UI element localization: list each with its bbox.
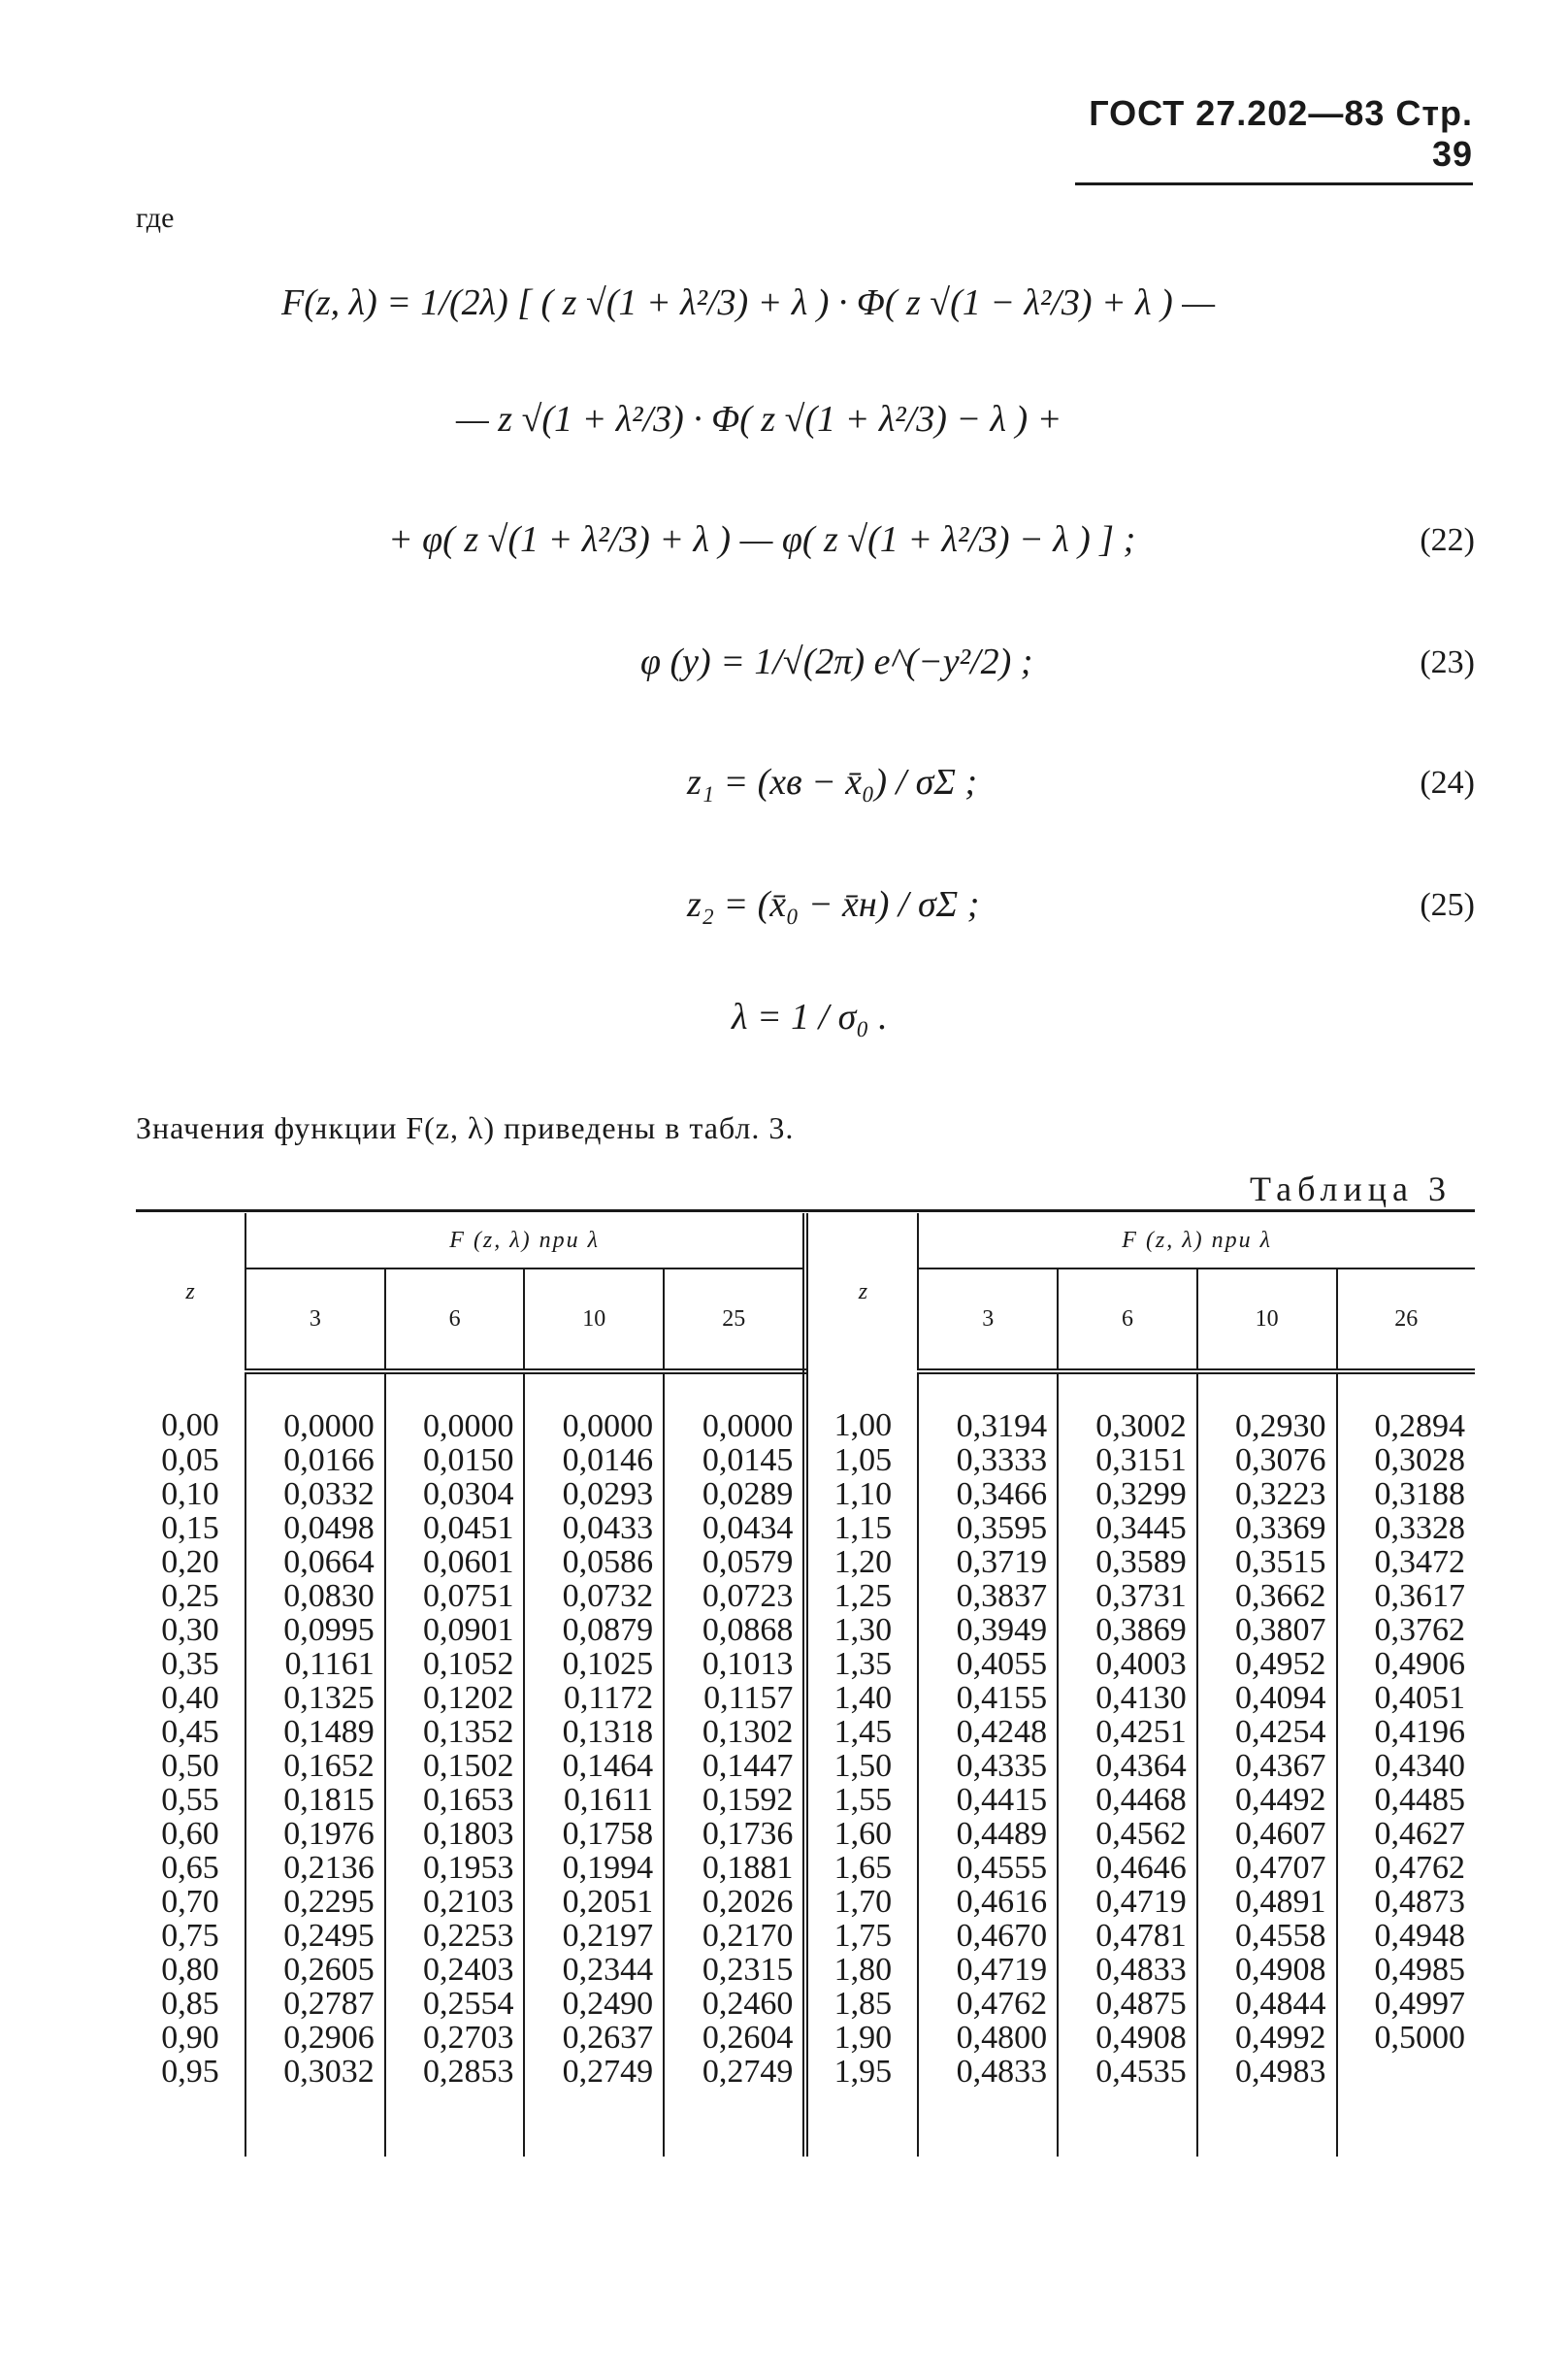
intro-text: Значения функции F(z, λ) приведены в табл. 3. <box>136 1110 795 1145</box>
f-value-cell: 0,0150 <box>385 1443 525 1477</box>
formula-lambda: λ = 1 / σ₀ . <box>732 997 888 1038</box>
f-value-cell: 0,1653 <box>385 1783 525 1817</box>
f-value-cell: 0,0879 <box>524 1613 664 1647</box>
f-value-cell: 0,3223 <box>1197 1477 1337 1511</box>
table-body <box>136 1371 1475 2157</box>
f-value-cell: 0,3662 <box>1197 1579 1337 1613</box>
table-row <box>136 1783 1475 1817</box>
f-value-cell: 0,3076 <box>1197 1443 1337 1477</box>
f-value-cell: 0,1161 <box>245 1647 385 1681</box>
z-value-cell: 0,60 <box>136 1817 245 1851</box>
f-value-cell: 0,4997 <box>1374 1986 1465 2022</box>
f-value-cell: 0,4335 <box>918 1749 1058 1783</box>
f-value-cell: 0,4983 <box>1197 2055 1337 2157</box>
page-header: ГОСТ 27.202—83 Стр. 39 <box>1075 93 1473 185</box>
f-value-cell: 0,0000 <box>245 1371 385 1443</box>
f-value-cell <box>1337 2055 1475 2157</box>
f-value-cell: 0,4055 <box>918 1647 1058 1681</box>
f-value-cell: 0,1815 <box>245 1783 385 1817</box>
f-value-cell: 0,2460 <box>664 1987 805 2021</box>
f-value-cell: 0,4616 <box>918 1885 1058 1919</box>
equation-number-24: (24) <box>1420 765 1475 801</box>
lambda-header: 26 <box>1337 1268 1475 1371</box>
z-value-cell: 0,15 <box>136 1511 245 1545</box>
f-value-cell: 0,3002 <box>1058 1371 1197 1443</box>
f-value-cell: 0,2749 <box>664 2055 805 2157</box>
f-value-cell: 0,3719 <box>918 1545 1058 1579</box>
z-value-cell: 0,50 <box>136 1749 245 1783</box>
f-value-cell: 0,4646 <box>1058 1851 1197 1885</box>
f-value-cell: 0,2703 <box>385 2021 525 2055</box>
f-value-cell: 0,0579 <box>664 1545 805 1579</box>
f-value-cell: 0,0830 <box>245 1579 385 1613</box>
f-value-cell: 0,0664 <box>245 1545 385 1579</box>
formula-block <box>0 262 1568 1077</box>
formula-22-line-2: — z √(1 + λ²/3) · Φ( z √(1 + λ²/3) − λ ) + <box>456 399 1062 440</box>
table-row <box>136 1749 1475 1783</box>
f-value-cell: 0,4196 <box>1374 1714 1465 1750</box>
f-value-cell: 0,5000 <box>1374 2020 1465 2056</box>
f-value-cell: 0,2604 <box>664 2021 805 2055</box>
table-row <box>136 1579 1475 1613</box>
f-value-cell: 0,4762 <box>918 1987 1058 2021</box>
f-value-cell: 0,4781 <box>1058 1919 1197 1953</box>
z-value-cell: 0,10 <box>136 1477 245 1511</box>
z-value-cell: 0,35 <box>136 1647 245 1681</box>
f-value-cell: 0,2605 <box>245 1953 385 1987</box>
f-value-cell: 0,4155 <box>918 1681 1058 1715</box>
f-value-cell: 0,3333 <box>918 1443 1058 1477</box>
z-value-cell: 1,30 <box>805 1613 918 1647</box>
z-value-cell: 0,75 <box>136 1919 245 1953</box>
f-value-cell: 0,4489 <box>918 1817 1058 1851</box>
f-value-cell: 0,1318 <box>524 1715 664 1749</box>
f-value-cell: 0,0145 <box>664 1443 805 1477</box>
f-value-cell: 0,4833 <box>918 2055 1058 2157</box>
z-value-cell: 1,00 <box>805 1371 918 1443</box>
z-value-cell: 1,85 <box>805 1987 918 2021</box>
z-value-cell: 1,10 <box>805 1477 918 1511</box>
f-value-cell: 0,3869 <box>1058 1613 1197 1647</box>
f-value-cell: 0,4051 <box>1374 1680 1465 1716</box>
table-row <box>136 1817 1475 1851</box>
table-row <box>136 1953 1475 1987</box>
table-row <box>136 1443 1475 1477</box>
lambda-header: 3 <box>918 1268 1058 1371</box>
f-value-cell: 0,4719 <box>918 1953 1058 1987</box>
f-value-cell: 0,3762 <box>1374 1612 1465 1648</box>
f-value-cell: 0,0433 <box>524 1511 664 1545</box>
table-row <box>136 1613 1475 1647</box>
f-value-cell: 0,0498 <box>245 1511 385 1545</box>
group-header-left: F (z, λ) при λ <box>245 1213 805 1268</box>
table-title: Таблица 3 <box>1250 1170 1452 1208</box>
z-value-cell: 1,80 <box>805 1953 918 1987</box>
lambda-header: 25 <box>664 1268 805 1371</box>
f-value-cell: 0,4254 <box>1197 1715 1337 1749</box>
table-row <box>136 1919 1475 1953</box>
f-value-cell: 0,4948 <box>1374 1918 1465 1954</box>
f-value-cell: 0,2787 <box>245 1987 385 2021</box>
f-value-cell: 0,1976 <box>245 1817 385 1851</box>
f-value-cell: 0,2136 <box>245 1851 385 1885</box>
z-value-cell: 0,45 <box>136 1715 245 1749</box>
f-value-cell: 0,2344 <box>524 1953 664 1987</box>
z-column-header-left: z <box>136 1213 245 1371</box>
f-value-cell: 0,2637 <box>524 2021 664 2055</box>
f-value-cell: 0,3032 <box>245 2055 385 2157</box>
f-value-cell: 0,0601 <box>385 1545 525 1579</box>
f-value-cell: 0,2026 <box>664 1885 805 1919</box>
f-value-cell: 0,0995 <box>245 1613 385 1647</box>
f-value-cell: 0,4558 <box>1197 1919 1337 1953</box>
f-value-cell: 0,1157 <box>664 1681 805 1715</box>
f-value-cell: 0,0451 <box>385 1511 525 1545</box>
f-value-cell: 0,1489 <box>245 1715 385 1749</box>
f-value-cell: 0,3807 <box>1197 1613 1337 1647</box>
f-value-cell: 0,4607 <box>1197 1817 1337 1851</box>
z-value-cell: 1,75 <box>805 1919 918 1953</box>
table-top-rule <box>136 1209 1475 1212</box>
f-value-cell: 0,2197 <box>524 1919 664 1953</box>
f-value-cell: 0,0146 <box>524 1443 664 1477</box>
lambda-header: 6 <box>385 1268 525 1371</box>
z-value-cell: 0,80 <box>136 1953 245 1987</box>
z-value-cell: 1,60 <box>805 1817 918 1851</box>
formula-23: φ (y) = 1/√(2π) e^(−y²/2) ; <box>640 642 1033 682</box>
f-value-cell: 0,1025 <box>524 1647 664 1681</box>
function-values-table <box>136 1213 1475 2157</box>
f-value-cell: 0,0000 <box>524 1371 664 1443</box>
z-value-cell: 1,05 <box>805 1443 918 1477</box>
f-value-cell: 0,3194 <box>918 1371 1058 1443</box>
f-value-cell: 0,4908 <box>1058 2021 1197 2055</box>
z-value-cell: 0,40 <box>136 1681 245 1715</box>
z-value-cell: 0,20 <box>136 1545 245 1579</box>
f-value-cell: 0,3151 <box>1058 1443 1197 1477</box>
f-value-cell: 0,4707 <box>1197 1851 1337 1885</box>
f-value-cell: 0,4670 <box>918 1919 1058 1953</box>
f-value-cell: 0,3837 <box>918 1579 1058 1613</box>
formula-22-line-1: F(z, λ) = 1/(2λ) [ ( z √(1 + λ²/3) + λ ) · Φ( z √(1 − λ²/3) + λ ) — <box>281 282 1216 323</box>
f-value-cell: 0,4094 <box>1197 1681 1337 1715</box>
f-value-cell: 0,1611 <box>524 1783 664 1817</box>
z-value-cell: 0,70 <box>136 1885 245 1919</box>
f-value-cell: 0,4251 <box>1058 1715 1197 1749</box>
z-value-cell: 0,65 <box>136 1851 245 1885</box>
f-value-cell: 0,2170 <box>664 1919 805 1953</box>
f-value-cell: 0,4485 <box>1374 1782 1465 1818</box>
f-value-cell: 0,4906 <box>1374 1646 1465 1682</box>
f-value-cell: 0,2051 <box>524 1885 664 1919</box>
f-value-cell: 0,4364 <box>1058 1749 1197 1783</box>
f-value-cell: 0,1302 <box>664 1715 805 1749</box>
f-value-cell: 0,1803 <box>385 1817 525 1851</box>
f-value-cell: 0,0732 <box>524 1579 664 1613</box>
f-value-cell: 0,0751 <box>385 1579 525 1613</box>
f-value-cell: 0,4535 <box>1058 2055 1197 2157</box>
f-value-cell: 0,4562 <box>1058 1817 1197 1851</box>
f-value-cell: 0,3731 <box>1058 1579 1197 1613</box>
z-value-cell: 1,90 <box>805 2021 918 2055</box>
z-value-cell: 0,05 <box>136 1443 245 1477</box>
z-value-cell: 0,00 <box>136 1371 245 1443</box>
f-value-cell: 0,4492 <box>1197 1783 1337 1817</box>
f-value-cell: 0,2495 <box>245 1919 385 1953</box>
f-value-cell: 0,0901 <box>385 1613 525 1647</box>
z-value-cell: 0,90 <box>136 2021 245 2055</box>
f-value-cell: 0,4762 <box>1374 1850 1465 1886</box>
f-value-cell: 0,2403 <box>385 1953 525 1987</box>
formula-25: z₂ = (x̄₀ − x̄н) / σΣ ; <box>687 884 980 925</box>
formula-22-line-3: + φ( z √(1 + λ²/3) + λ ) — φ( z √(1 + λ²/3) − λ ) ] ; <box>388 519 1136 560</box>
group-header-right: F (z, λ) при λ <box>918 1213 1475 1268</box>
table-row <box>136 1885 1475 1919</box>
table-row <box>136 1545 1475 1579</box>
lambda-header: 10 <box>1197 1268 1337 1371</box>
f-value-cell: 0,3369 <box>1197 1511 1337 1545</box>
z-value-cell: 1,95 <box>805 2055 918 2157</box>
f-value-cell: 0,4340 <box>1374 1748 1465 1784</box>
z-value-cell: 1,35 <box>805 1647 918 1681</box>
f-value-cell: 0,3299 <box>1058 1477 1197 1511</box>
z-value-cell: 1,50 <box>805 1749 918 1783</box>
f-value-cell: 0,4719 <box>1058 1885 1197 1919</box>
f-value-cell: 0,2253 <box>385 1919 525 1953</box>
f-value-cell: 0,1953 <box>385 1851 525 1885</box>
f-value-cell: 0,2906 <box>245 2021 385 2055</box>
where-label: где <box>136 202 175 234</box>
f-value-cell: 0,1736 <box>664 1817 805 1851</box>
f-value-cell: 0,4415 <box>918 1783 1058 1817</box>
f-value-cell: 0,3328 <box>1374 1510 1465 1546</box>
z-value-cell: 1,15 <box>805 1511 918 1545</box>
f-value-cell: 0,1352 <box>385 1715 525 1749</box>
f-value-cell: 0,4003 <box>1058 1647 1197 1681</box>
z-value-cell: 0,30 <box>136 1613 245 1647</box>
formula-24: z₁ = (xв − x̄₀) / σΣ ; <box>687 762 978 803</box>
f-value-cell: 0,4985 <box>1374 1952 1465 1988</box>
table-row <box>136 1477 1475 1511</box>
f-value-cell: 0,2894 <box>1374 1408 1465 1444</box>
f-value-cell: 0,0434 <box>664 1511 805 1545</box>
f-value-cell: 0,3949 <box>918 1613 1058 1647</box>
z-value-cell: 1,55 <box>805 1783 918 1817</box>
f-value-cell: 0,1502 <box>385 1749 525 1783</box>
f-value-cell: 0,1994 <box>524 1851 664 1885</box>
f-value-cell: 0,4873 <box>1374 1884 1465 1920</box>
z-value-cell: 1,40 <box>805 1681 918 1715</box>
table-row <box>136 2055 1475 2157</box>
z-column-header-right: z <box>805 1213 918 1371</box>
z-value-cell: 1,65 <box>805 1851 918 1885</box>
table-row <box>136 1511 1475 1545</box>
f-value-cell: 0,0289 <box>664 1477 805 1511</box>
table-row <box>136 1851 1475 1885</box>
f-value-cell: 0,1325 <box>245 1681 385 1715</box>
lambda-header: 10 <box>524 1268 664 1371</box>
f-value-cell: 0,0304 <box>385 1477 525 1511</box>
f-value-cell: 0,4800 <box>918 2021 1058 2055</box>
f-value-cell: 0,3515 <box>1197 1545 1337 1579</box>
f-value-cell: 0,1881 <box>664 1851 805 1885</box>
f-value-cell: 0,4908 <box>1197 1953 1337 1987</box>
f-value-cell: 0,1013 <box>664 1647 805 1681</box>
f-value-cell: 0,2315 <box>664 1953 805 1987</box>
f-value-cell: 0,4952 <box>1197 1647 1337 1681</box>
f-value-cell: 0,4844 <box>1197 1987 1337 2021</box>
f-value-cell: 0,3589 <box>1058 1545 1197 1579</box>
table-row <box>136 2021 1475 2055</box>
z-value-cell: 0,85 <box>136 1987 245 2021</box>
f-value-cell: 0,1652 <box>245 1749 385 1783</box>
f-value-cell: 0,0586 <box>524 1545 664 1579</box>
f-value-cell: 0,4992 <box>1197 2021 1337 2055</box>
z-value-cell: 1,70 <box>805 1885 918 1919</box>
f-value-cell: 0,0000 <box>385 1371 525 1443</box>
f-value-cell: 0,4891 <box>1197 1885 1337 1919</box>
z-value-cell: 1,25 <box>805 1579 918 1613</box>
z-value-cell: 1,45 <box>805 1715 918 1749</box>
f-value-cell: 0,2930 <box>1197 1371 1337 1443</box>
f-value-cell: 0,2554 <box>385 1987 525 2021</box>
lambda-header: 6 <box>1058 1268 1197 1371</box>
f-value-cell: 0,2103 <box>385 1885 525 1919</box>
f-value-cell: 0,3617 <box>1374 1578 1465 1614</box>
f-value-cell: 0,2853 <box>385 2055 525 2157</box>
f-value-cell: 0,1592 <box>664 1783 805 1817</box>
f-value-cell: 0,0293 <box>524 1477 664 1511</box>
lambda-header: 3 <box>245 1268 385 1371</box>
f-value-cell: 0,3445 <box>1058 1511 1197 1545</box>
table-row <box>136 1371 1475 1443</box>
f-value-cell: 0,3028 <box>1374 1442 1465 1478</box>
table-row <box>136 1681 1475 1715</box>
equation-number-25: (25) <box>1420 887 1475 923</box>
f-value-cell: 0,0000 <box>664 1371 805 1443</box>
f-value-cell: 0,0166 <box>245 1443 385 1477</box>
equation-number-23: (23) <box>1420 644 1475 680</box>
f-value-cell: 0,0723 <box>664 1579 805 1613</box>
f-value-cell: 0,1758 <box>524 1817 664 1851</box>
f-value-cell: 0,3472 <box>1374 1544 1465 1580</box>
z-value-cell: 0,95 <box>136 2055 245 2157</box>
table-row <box>136 1647 1475 1681</box>
f-value-cell: 0,4367 <box>1197 1749 1337 1783</box>
f-value-cell: 0,4875 <box>1058 1987 1197 2021</box>
f-value-cell: 0,3188 <box>1374 1476 1465 1512</box>
equation-number-22: (22) <box>1420 522 1475 558</box>
f-value-cell: 0,4130 <box>1058 1681 1197 1715</box>
table-row <box>136 1987 1475 2021</box>
f-value-cell: 0,0868 <box>664 1613 805 1647</box>
f-value-cell: 0,1052 <box>385 1647 525 1681</box>
f-value-cell: 0,1202 <box>385 1681 525 1715</box>
f-value-cell: 0,4555 <box>918 1851 1058 1885</box>
table-row <box>136 1715 1475 1749</box>
f-value-cell: 0,3595 <box>918 1511 1058 1545</box>
f-value-cell: 0,4468 <box>1058 1783 1197 1817</box>
f-value-cell: 0,3466 <box>918 1477 1058 1511</box>
f-value-cell: 0,4627 <box>1374 1816 1465 1852</box>
f-value-cell: 0,2749 <box>524 2055 664 2157</box>
f-value-cell: 0,1464 <box>524 1749 664 1783</box>
f-value-cell: 0,1172 <box>524 1681 664 1715</box>
f-value-cell: 0,4248 <box>918 1715 1058 1749</box>
f-value-cell: 0,0332 <box>245 1477 385 1511</box>
z-value-cell: 0,55 <box>136 1783 245 1817</box>
z-value-cell: 1,20 <box>805 1545 918 1579</box>
z-value-cell: 0,25 <box>136 1579 245 1613</box>
f-value-cell: 0,1447 <box>664 1749 805 1783</box>
f-value-cell: 0,2295 <box>245 1885 385 1919</box>
f-value-cell: 0,4833 <box>1058 1953 1197 1987</box>
f-value-cell: 0,2490 <box>524 1987 664 2021</box>
